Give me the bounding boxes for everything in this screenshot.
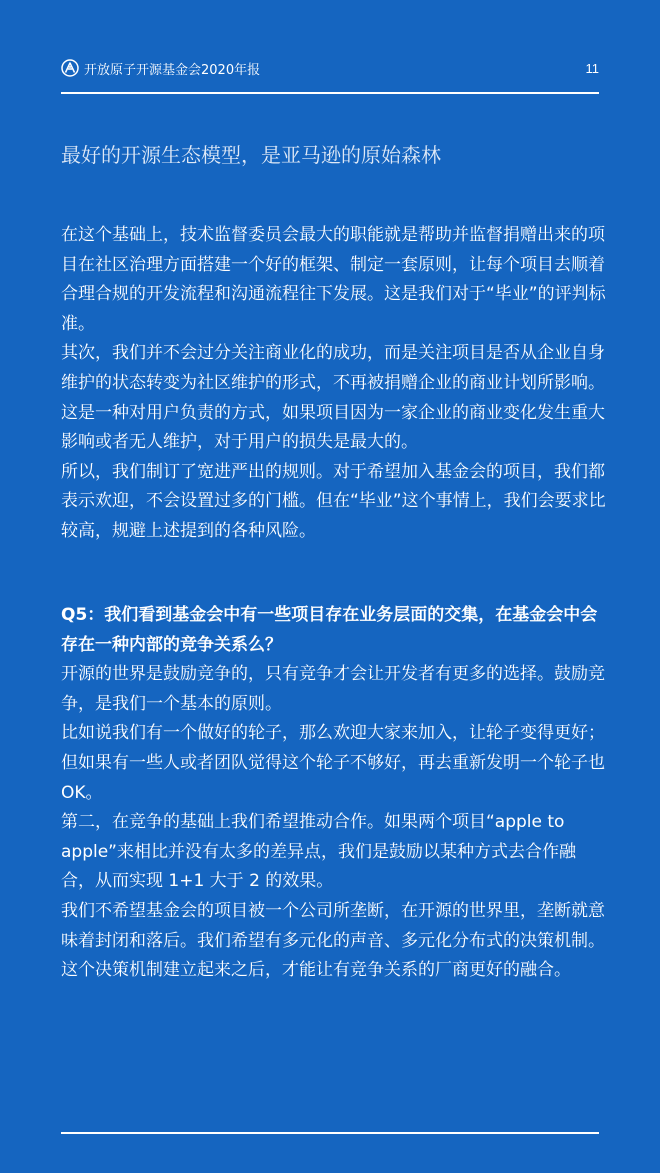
paragraph: 在这个基础上，技术监督委员会最大的职能就是帮助并监督捐赠出来的项目在社区治理方面搭建一个好的框架、制定一套原则，让每个项目去顺着合理合规的开发流程和沟通流程往下发展。这是我们对于“毕业”的评判标准。	[61, 225, 606, 334]
paragraph: 比如说我们有一个做好的轮子，那么欢迎大家来加入，让轮子变得更好；但如果有一些人或者团队觉得这个轮子不够好，再去重新发明一个轮子也OK。	[61, 723, 605, 803]
paragraph: 其次，我们并不会过分关注商业化的成功，而是关注项目是否从企业自身维护的状态转变为社区维护的形式，不再被捐赠企业的商业计划所影响。这是一种对用户负责的方式，如果项目因为一家企业的商业变化发生重大影响或者无人维护，对于用户的损失是最大的。	[61, 343, 605, 453]
paragraph: 我们不希望基金会的项目被一个公司所垄断，在开源的世界里，垄断就意味着封闭和落后。我们希望有多元化的声音、多元化分布式的决策机制。这个决策机制建立起来之后，才能让有竞争关系的厂商更好的融合。	[61, 900, 605, 981]
header-left	[61, 59, 260, 78]
page-header	[61, 57, 599, 79]
question-heading: Q5：我们看到基金会中有一些项目存在业务层面的交集，在基金会中会存在一种内部的竞争关系么？	[61, 605, 598, 655]
paragraph: 第二，在竞争的基础上我们希望推动合作。如果两个项目“apple to apple”来相比并没有太多的差异点，我们是鼓励以某种方式去合作融合，从而实现 1+1 大于 2 的效果。	[61, 812, 576, 892]
header-title: 开放原子开源基金会2020年报	[84, 62, 261, 78]
header-divider	[61, 92, 599, 94]
footer-divider	[61, 1132, 599, 1134]
section-title: 最好的开源生态模型，是亚马逊的原始森林	[61, 143, 441, 167]
body-text-block-2	[61, 601, 607, 986]
paragraph: 所以，我们制订了宽进严出的规则。对于希望加入基金会的项目，我们都表示欢迎，不会设置过多的门槛。但在“毕业”这个事情上，我们会要求比较高，规避上述提到的各种风险。	[61, 461, 606, 541]
openatom-logo-icon	[61, 59, 79, 77]
paragraph: 开源的世界是鼓励竞争的，只有竞争才会让开发者有更多的选择。鼓励竞争，是我们一个基本的原则。	[61, 664, 605, 714]
body-text-block-1	[61, 221, 607, 547]
page-number: 11	[585, 60, 599, 76]
